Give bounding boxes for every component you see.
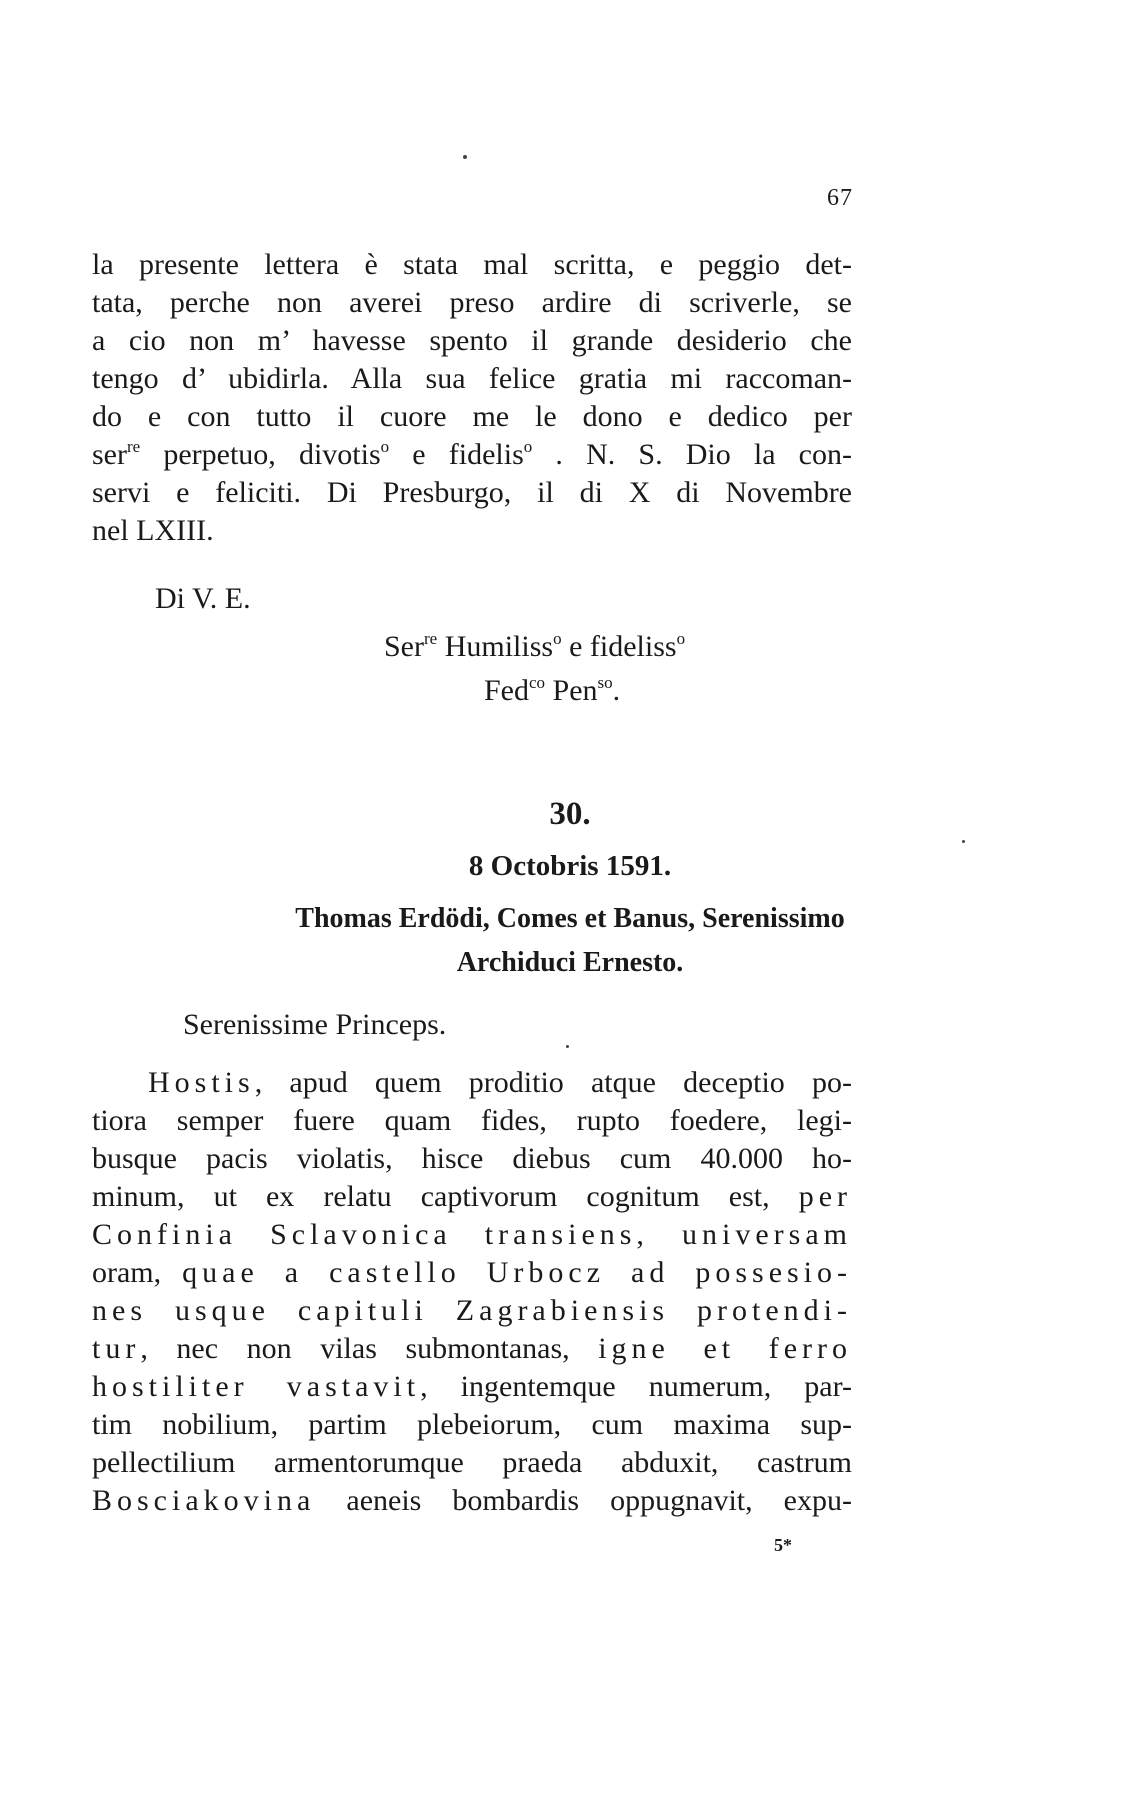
text-fragment: aeneis bombardis oppugnavit, expu- xyxy=(315,1484,852,1517)
text-fragment: . xyxy=(612,674,621,707)
text-line: tiora semper fuere quam fides, rupto foedere, legi- xyxy=(92,1104,852,1137)
text-fragment: , nec non vilas submontanas, xyxy=(140,1332,599,1365)
page-number: 67 xyxy=(827,185,853,211)
text-line: do e con tutto il cuore me le dono e dedico per xyxy=(92,400,852,433)
text-fragment: Pen xyxy=(545,674,598,707)
closing-servant-line xyxy=(384,630,685,664)
superscript: o xyxy=(523,437,533,456)
text-fragment: Fed xyxy=(484,674,529,707)
closing-address: Di V. E. xyxy=(155,582,251,615)
text-line xyxy=(92,1368,852,1406)
text-line: tata, perche non averei preso ardire di scriverle, se xyxy=(92,286,852,319)
text-line xyxy=(92,1254,852,1292)
speck-dot xyxy=(463,155,467,159)
text-line: servi e feliciti. Di Presburgo, il di X di Novembre xyxy=(92,476,852,509)
text-fragment: Ser xyxy=(384,630,424,663)
text-line: tim nobilium, partim plebeiorum, cum maxima sup- xyxy=(92,1408,852,1441)
spaced-text: per xyxy=(798,1180,852,1213)
text-line xyxy=(92,1330,852,1368)
spaced-text: quae a castello Urbocz ad possesio- xyxy=(182,1256,853,1289)
text-line: tengo d’ ubidirla. Alla sua felice gratia mi raccoman- xyxy=(92,362,852,395)
spaced-text: tur xyxy=(92,1332,141,1365)
spaced-text: hostiliter vastavit xyxy=(92,1370,421,1403)
text-line: la presente lettera è stata mal scritta, e peggio det- xyxy=(92,248,852,281)
text-fragment: ser xyxy=(92,438,127,471)
document-title: Thomas Erdödi, Comes et Banus, Serenissimo xyxy=(295,903,845,934)
letter-body xyxy=(92,1064,852,1520)
superscript: o xyxy=(380,437,390,456)
speck-dot xyxy=(962,840,965,843)
closing-signature xyxy=(484,674,620,708)
superscript: re xyxy=(126,437,141,456)
text-line: nel LXIII. xyxy=(92,514,214,547)
superscript: so xyxy=(597,673,613,692)
speck-dot xyxy=(566,1045,569,1048)
text-fragment: minum, ut ex relatu captivorum cognitum est, xyxy=(92,1180,799,1213)
text-line xyxy=(92,1482,852,1520)
text-line: pellectilium armentorumque praeda abduxit, castrum xyxy=(92,1446,852,1479)
text-line: nes usque capituli Zagrabiensis protendi- xyxy=(92,1294,852,1327)
superscript: o xyxy=(676,629,686,648)
text-fragment: . N. S. Dio la con- xyxy=(532,438,852,471)
text-fragment: oram, xyxy=(92,1256,183,1289)
text-fragment: , ingentemque numerum, par- xyxy=(420,1370,853,1403)
spaced-text: igne et ferro xyxy=(598,1332,852,1365)
text-line xyxy=(92,436,852,474)
text-line: Confinia Sclavonica transiens, universam xyxy=(92,1218,852,1251)
text-fragment: Humiliss xyxy=(437,630,554,663)
spaced-text: Hostis xyxy=(148,1066,255,1099)
signature-mark: 5* xyxy=(774,1535,792,1555)
salutation: Serenissime Princeps. xyxy=(183,1008,447,1041)
document-number: 30. xyxy=(549,796,591,832)
text-line xyxy=(92,1178,852,1216)
superscript: re xyxy=(424,629,438,648)
superscript: co xyxy=(529,673,546,692)
text-fragment: e fideliss xyxy=(561,630,677,663)
text-line xyxy=(92,1064,852,1102)
text-fragment: , apud quem proditio atque deceptio po- xyxy=(254,1066,852,1099)
document-date: 8 Octobris 1591. xyxy=(468,850,672,882)
letter-ending-paragraph xyxy=(92,246,852,550)
superscript: o xyxy=(553,629,562,648)
text-line: a cio non m’ havesse spento il grande desiderio che xyxy=(92,324,852,357)
document-title-continued: Archiduci Ernesto. xyxy=(456,947,684,978)
text-fragment: perpetuo, divotis xyxy=(140,438,381,471)
text-line: busque pacis violatis, hisce diebus cum 40.000 ho- xyxy=(92,1142,852,1175)
text-fragment: e fidelis xyxy=(389,438,524,471)
spaced-text: Bosciakovina xyxy=(92,1484,316,1517)
